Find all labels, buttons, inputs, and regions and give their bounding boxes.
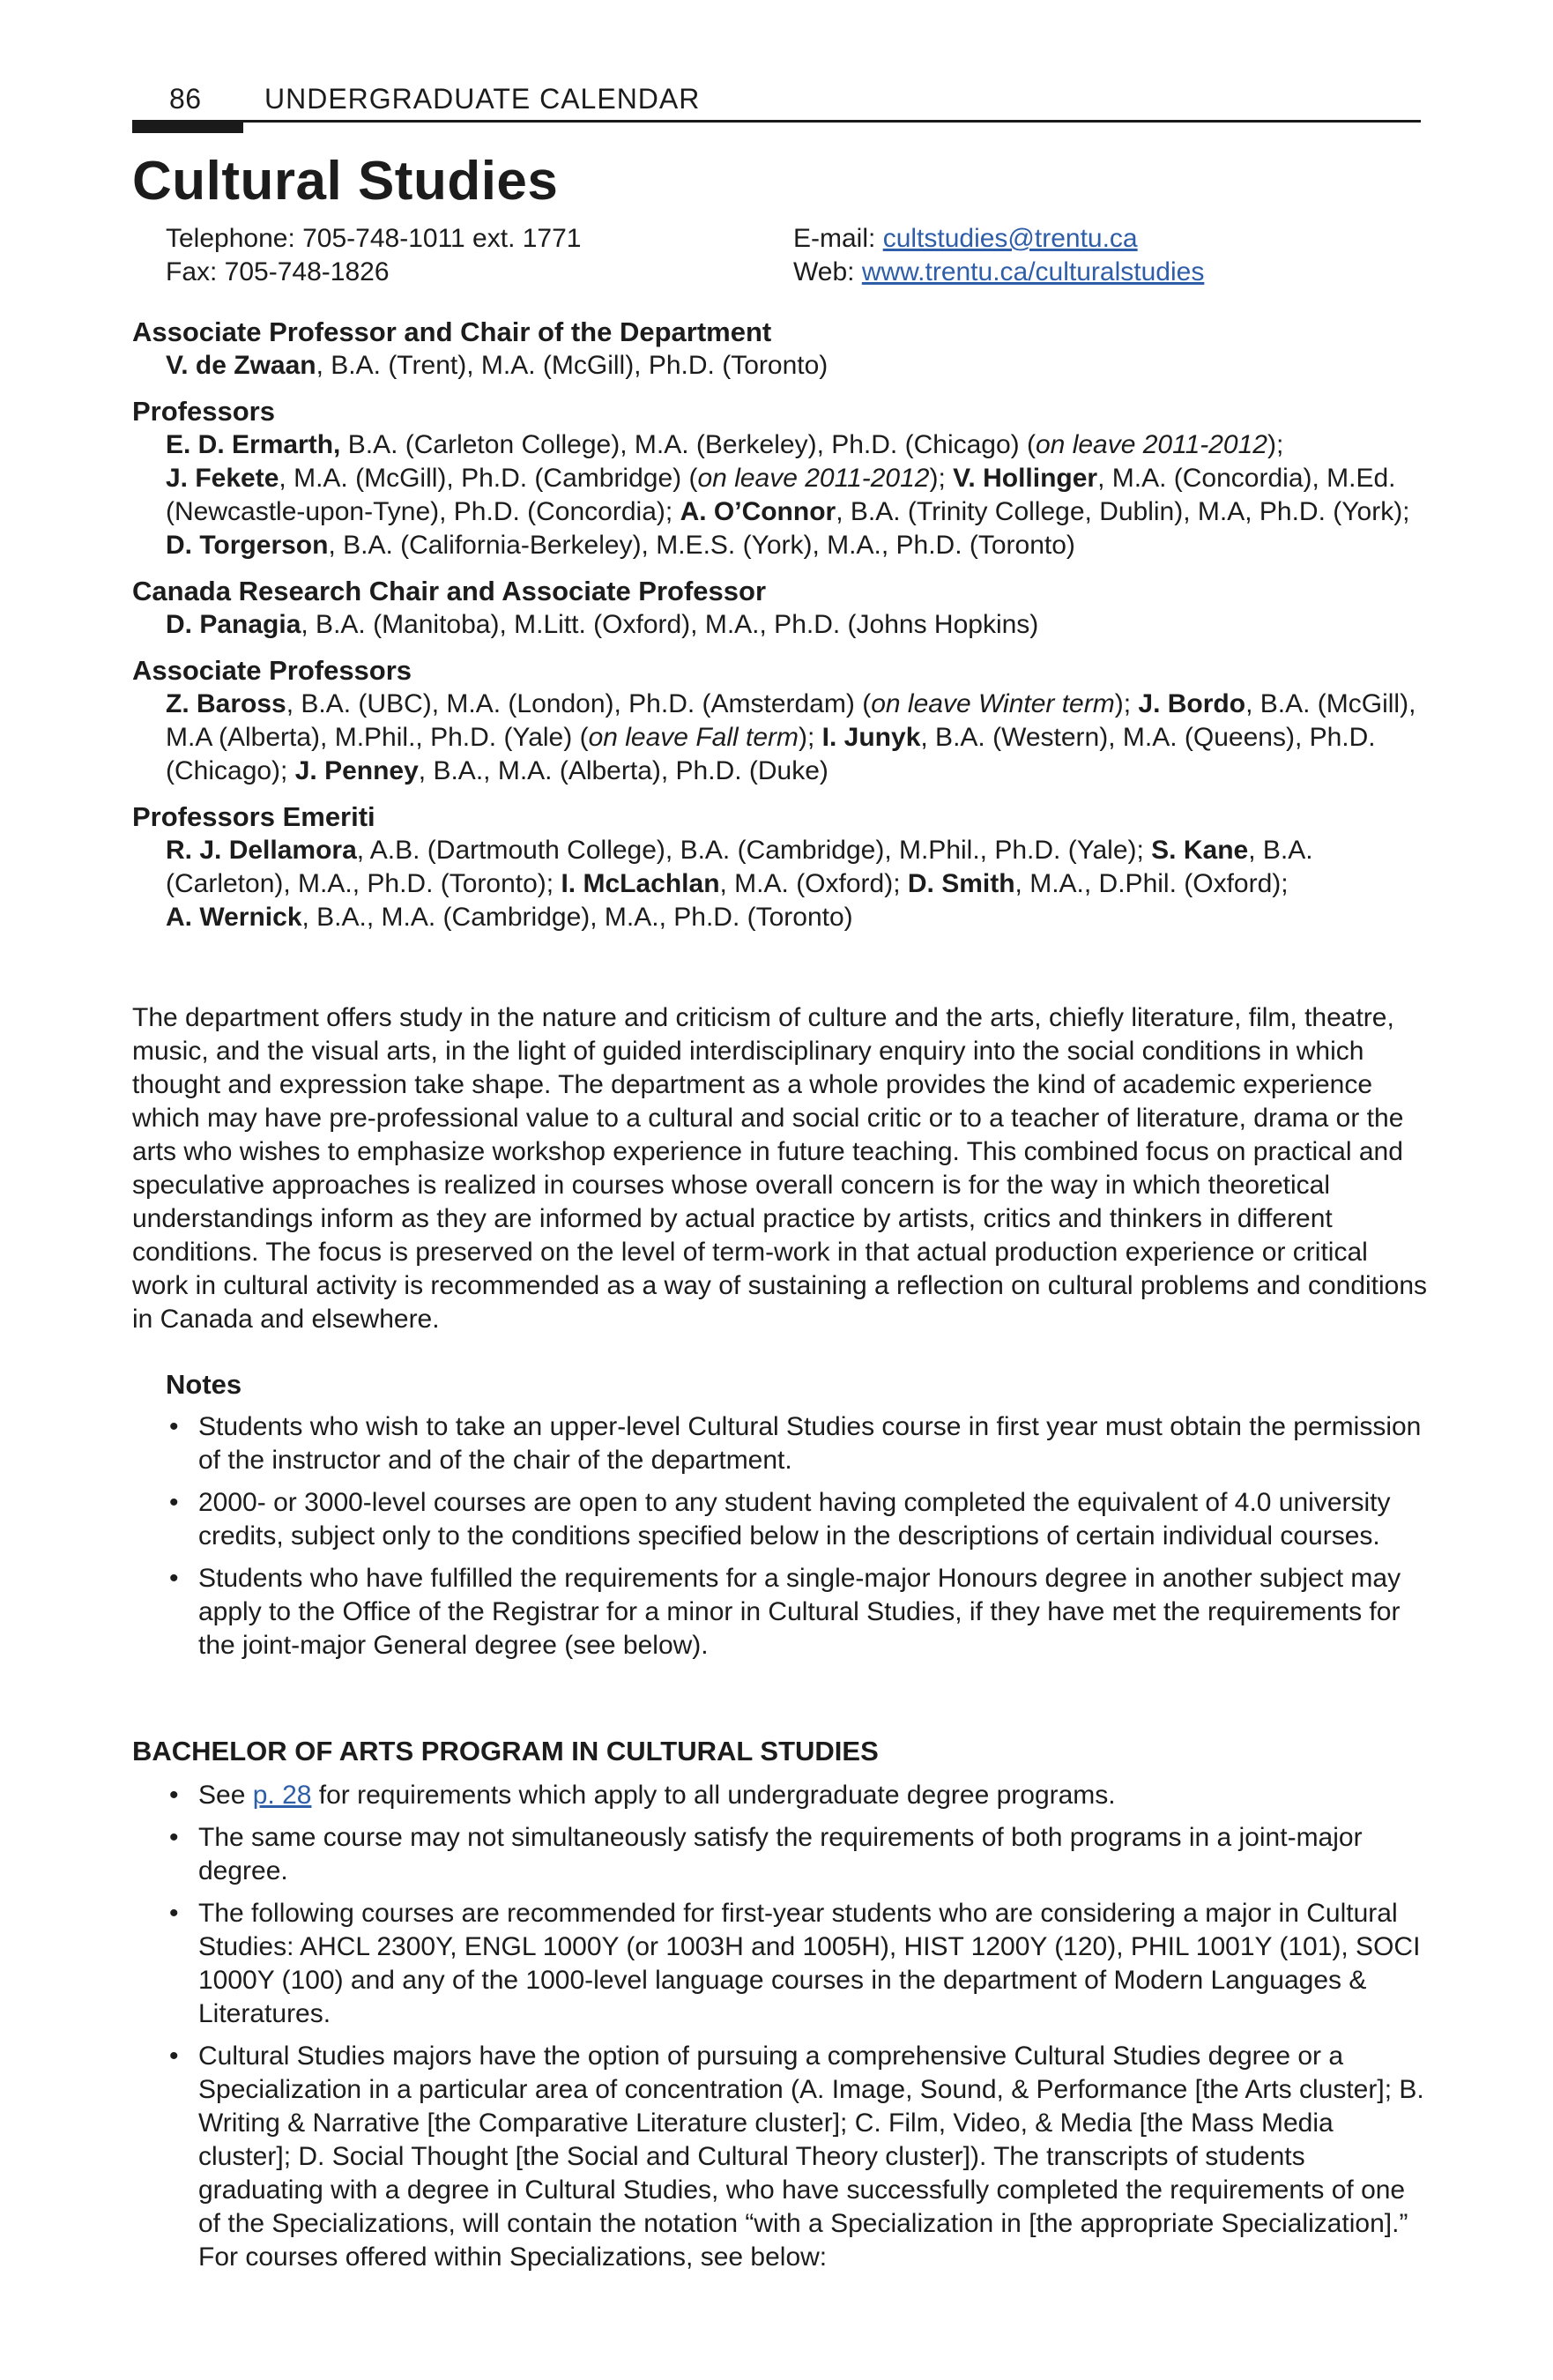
professor-credentials: , M.A. (McGill), Ph.D. (Cambridge) ( <box>279 464 698 493</box>
professors-entries <box>166 428 1437 562</box>
fax: Fax: 705-748-1826 <box>166 257 390 286</box>
contact-online-block <box>793 222 1204 289</box>
entry-end: ); <box>799 723 822 752</box>
note-text: 2000- or 3000-level courses are open to any student having completed the equivalent of 4.0 university credits, subject only to the conditions specified below in the descriptions of certain individual courses. <box>198 1488 1391 1551</box>
list-item <box>132 1821 1428 1888</box>
item-text-pre: See <box>198 1781 253 1810</box>
associate-professors-group <box>132 654 1437 788</box>
notes-section <box>132 1368 1428 1671</box>
emeritus-credentials: , B.A. (Carleton), M.A., Ph.D. (Toronto); <box>166 836 1313 898</box>
program-heading: BACHELOR OF ARTS PROGRAM IN CULTURAL STUDIES <box>132 1736 879 1766</box>
notes-heading: Notes <box>166 1369 242 1400</box>
research-chair-group <box>132 575 1437 642</box>
professor-credentials: , B.A. (California-Berkeley), M.E.S. (York), M.A., Ph.D. (Toronto) <box>328 531 1075 560</box>
professors-heading: Professors <box>132 396 275 427</box>
leave-note: on leave 2011-2012 <box>1035 430 1267 459</box>
item-text: The following courses are recommended for first-year students who are considering a major in Cultural Studies: AHCL 2300Y, ENGL 1000Y (or 1003H and 1005H), HIST 1200Y (120), PHIL 1001Y (101), SOCI 1000Y (100) and any of the 1000-level language courses in the department of Modern Languages & Literatures. <box>198 1899 1421 2028</box>
associate-credentials: , B.A., M.A. (Alberta), Ph.D. (Duke) <box>418 756 829 785</box>
web-label: Web: <box>793 257 862 286</box>
web-link[interactable]: www.trentu.ca/culturalstudies <box>861 257 1205 286</box>
emeriti-group <box>132 800 1437 934</box>
professor-name: D. Torgerson <box>166 531 329 560</box>
list-item <box>132 2040 1428 2274</box>
notes-list <box>132 1410 1428 1662</box>
emeritus-credentials: , M.A. (Oxford); <box>719 869 908 898</box>
emeritus-name: A. Wernick <box>166 903 302 932</box>
associate-credentials: , B.A. (McGill), M.A (Alberta), M.Phil., Ph.D. (Yale) ( <box>166 689 1416 752</box>
web-line <box>793 256 1204 289</box>
list-item <box>132 1562 1428 1662</box>
list-item <box>132 1897 1428 2031</box>
associate-professors-entries <box>166 688 1437 788</box>
entry-end: ); <box>1114 689 1139 718</box>
page-number: 86 <box>169 83 202 115</box>
research-chair-name: D. Panagia <box>166 610 301 639</box>
professor-name: V. Hollinger <box>953 464 1098 493</box>
emeriti-entries <box>166 834 1437 934</box>
professor-credentials: , B.A. (Trinity College, Dublin), M.A, Ph.D. (York); <box>836 497 1410 526</box>
professors-group <box>132 395 1437 562</box>
professor-credentials: , M.A. (Concordia), M.Ed. (Newcastle-upon-Tyne), Ph.D. (Concordia); <box>166 464 1396 526</box>
professor-credentials: B.A. (Carleton College), M.A. (Berkeley), Ph.D. (Chicago) ( <box>340 430 1036 459</box>
contact-phone-block <box>166 222 582 289</box>
bullet-icon: • <box>169 1823 179 1852</box>
professor-name: J. Fekete <box>166 464 279 493</box>
item-text: Cultural Studies majors have the option of pursuing a comprehensive Cultural Studies degree or a Specialization in a particular area of concentration (A. Image, Sound, & Performance [the Arts cluster]; B. Writing & Narrative [the Comparative Literature cluster]; C. Film, Video, & Media [the Mass Media cluster]; D. Social Thought [the Social and Cultural Theory cluster]). The transcripts of students graduating with a degree in Cultural Studies, who have successfully completed the requirements of one of the Specializations, will contain the notation “with a Specialization in [the appropriate Specialization].” For courses offered within Specializations, see below: <box>198 2042 1424 2272</box>
bullet-icon: • <box>169 1899 179 1928</box>
running-head: UNDERGRADUATE CALENDAR <box>264 83 701 115</box>
list-item <box>132 1779 1428 1812</box>
bullet-icon: • <box>169 1488 179 1517</box>
chair-heading: Associate Professor and Chair of the Department <box>132 316 772 347</box>
professor-name: E. D. Ermarth, <box>166 430 341 459</box>
telephone: Telephone: 705-748-1011 ext. 1771 <box>166 224 582 253</box>
item-text: The same course may not simultaneously satisfy the requirements of both programs in a joint-major degree. <box>198 1823 1363 1885</box>
chair-credentials: , B.A. (Trent), M.A. (McGill), Ph.D. (Toronto) <box>316 351 829 380</box>
email-line <box>793 222 1204 256</box>
associate-professors-heading: Associate Professors <box>132 655 412 686</box>
bullet-icon: • <box>169 1412 179 1441</box>
research-chair-credentials: , B.A. (Manitoba), M.Litt. (Oxford), M.A., Ph.D. (Johns Hopkins) <box>301 610 1039 639</box>
leave-note: on leave Winter term <box>871 689 1115 718</box>
bullet-icon: • <box>169 2042 179 2071</box>
emeritus-name: I. McLachlan <box>561 869 720 898</box>
chair-group <box>132 316 1437 383</box>
bullet-icon: • <box>169 1564 179 1593</box>
page-reference-link[interactable]: p. 28 <box>252 1781 312 1810</box>
program-list <box>132 1779 1428 2274</box>
associate-name: I. Junyk <box>821 723 921 752</box>
chair-name: V. de Zwaan <box>166 351 316 380</box>
header-rule <box>132 120 1421 123</box>
entry-end: ); <box>929 464 954 493</box>
leave-note: on leave 2011-2012 <box>697 464 930 493</box>
associate-name: J. Penney <box>294 756 419 785</box>
email-link[interactable]: cultstudies@trentu.ca <box>882 224 1138 253</box>
header-tab-bar <box>132 123 243 133</box>
item-text-post: for requirements which apply to all undergraduate degree programs. <box>311 1781 1116 1810</box>
emeritus-name: D. Smith <box>907 869 1015 898</box>
page-title: Cultural Studies <box>132 151 559 212</box>
note-text: Students who wish to take an upper-level Cultural Studies course in first year must obtain the permission of the instructor and of the chair of the department. <box>198 1412 1422 1475</box>
emeritus-name: R. J. Dellamora <box>166 836 357 865</box>
email-label: E-mail: <box>793 224 883 253</box>
list-item <box>132 1410 1428 1477</box>
program-section <box>132 1735 1428 2283</box>
note-text: Students who have fulfilled the requirements for a single-major Honours degree in another subject may apply to the Office of the Registrar for a minor in Cultural Studies, if they have met the requirements for the joint-major General degree (see below). <box>198 1564 1401 1660</box>
chair-entry <box>166 349 1437 383</box>
faculty-list <box>132 316 1437 947</box>
entry-end: ); <box>1267 430 1284 459</box>
bullet-icon: • <box>169 1781 179 1810</box>
emeriti-heading: Professors Emeriti <box>132 801 375 832</box>
associate-credentials: , B.A. (Western), M.A. (Queens), Ph.D. (Chicago); <box>166 723 1376 785</box>
research-chair-entry <box>166 608 1437 642</box>
associate-name: J. Bordo <box>1138 689 1246 718</box>
research-chair-heading: Canada Research Chair and Associate Professor <box>132 576 767 606</box>
emeritus-credentials: , A.B. (Dartmouth College), B.A. (Cambridge), M.Phil., Ph.D. (Yale); <box>356 836 1152 865</box>
associate-credentials: , B.A. (UBC), M.A. (London), Ph.D. (Amsterdam) ( <box>286 689 872 718</box>
emeritus-name: S. Kane <box>1151 836 1249 865</box>
emeritus-credentials: , B.A., M.A. (Cambridge), M.A., Ph.D. (Toronto) <box>301 903 853 932</box>
list-item <box>132 1486 1428 1553</box>
emeritus-credentials: , M.A., D.Phil. (Oxford); <box>1014 869 1289 898</box>
leave-note: on leave Fall term <box>588 723 799 752</box>
associate-name: Z. Baross <box>166 689 286 718</box>
professor-name: A. O’Connor <box>680 497 836 526</box>
department-description: The department offers study in the nature and criticism of culture and the arts, chiefly literature, film, theatre, music, and the visual arts, in the light of guided interdisciplinary enquiry into the social conditions in which thought and expression take shape. The department as a whole provides the kind of academic experience which may have pre-professional value to a cultural and social critic or to a teacher of literature, drama or the arts who wishes to emphasize workshop experience in future teaching. This combined focus on practical and speculative approaches is realized in courses whose overall concern is for the way in which theoretical understandings inform as they are informed by actual practice by artists, critics and thinkers in different conditions. The focus is preserved on the level of term-work in that actual production experience or critical work in cultural activity is recommended as a way of sustaining a reflection on cultural problems and conditions in Canada and elsewhere. <box>132 1003 1428 1334</box>
